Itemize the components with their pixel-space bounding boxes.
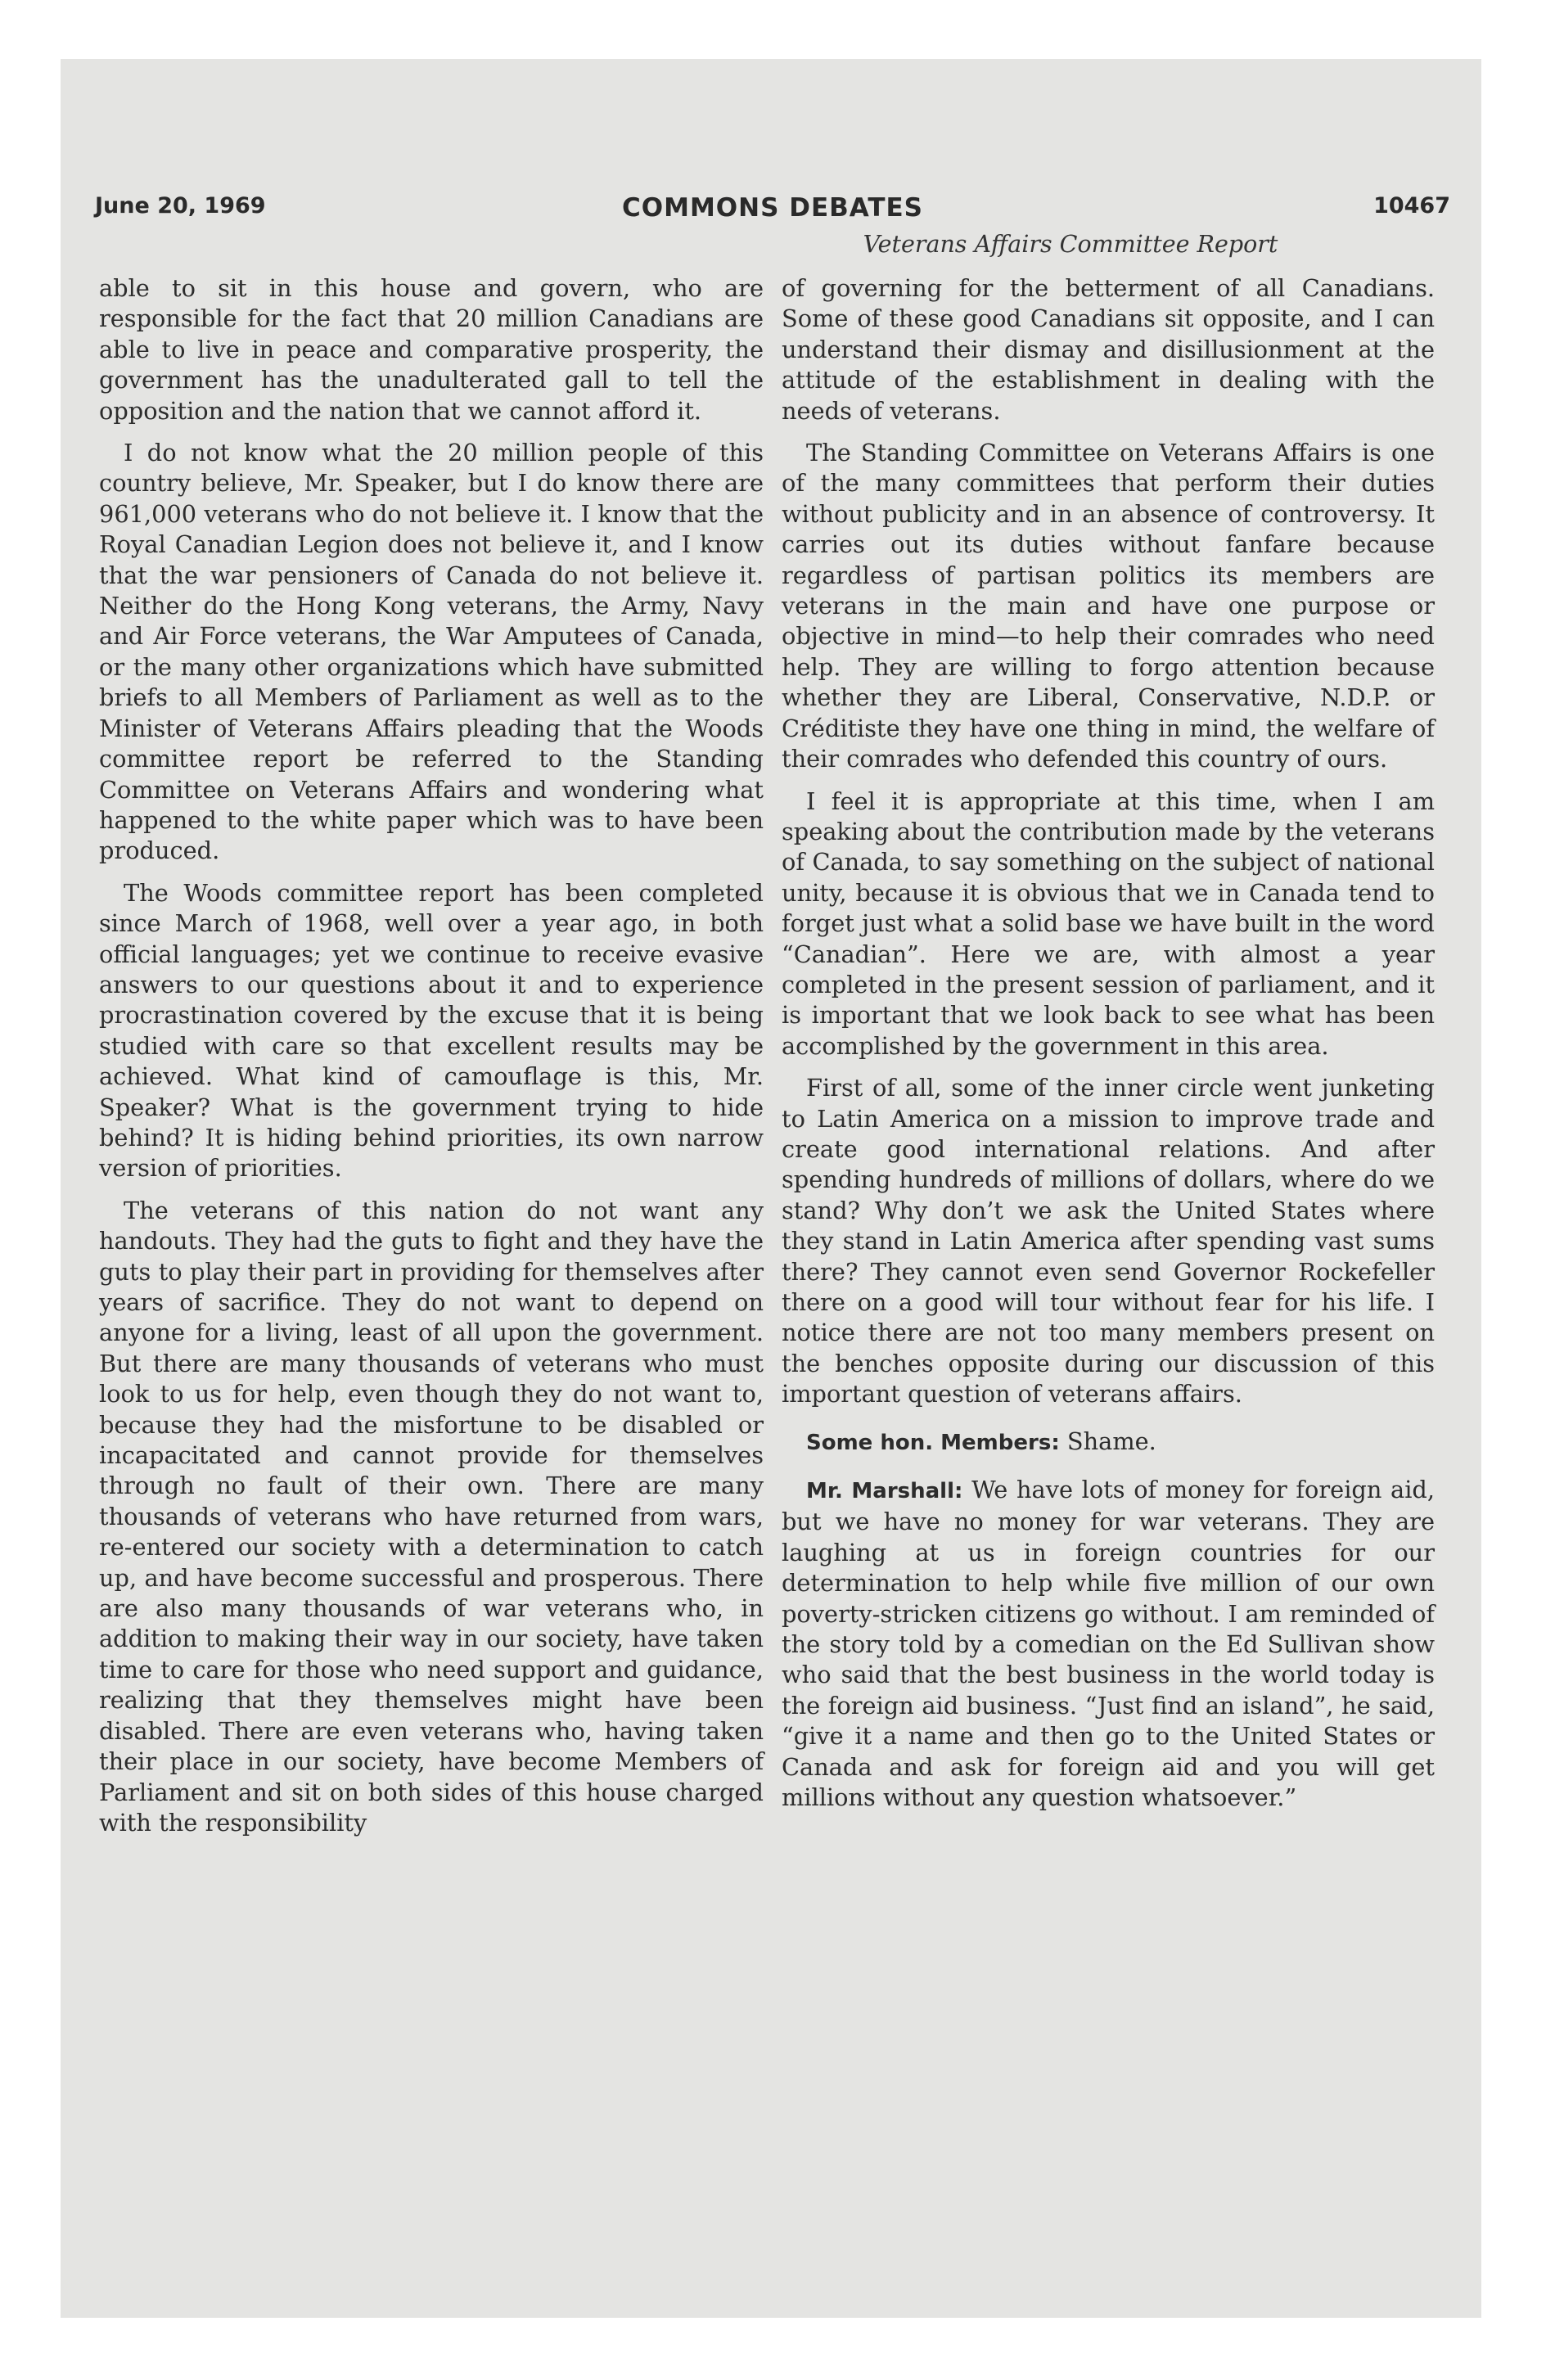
speech-text: Shame. — [1066, 1427, 1156, 1455]
speech-text: We have lots of money for foreign aid, but we have no money for war veterans. They are laughing at us in foreign countries for our determination to help while five million of our own poverty-stricken citizens go without. I am reminded of the story told by a comedian on the Ed Sullivan show who said that the best business in the world today is the foreign aid business. “Just find an island”, he said, “give it a name and then go to the United States or Canada and ask for foreign aid and you will get millions without any question whatsoever.” — [782, 1476, 1435, 1812]
paragraph: I feel it is appropriate at this time, when I am speaking about the contribution made by the veterans of Canada, to say something on the subject of national unity, because it is obvious that we in Canada tend to forget just what a solid base we have built in the word “Canadian”. Here we are, with almost a year completed in the present session of parliament, and it is important that we look back to see what has been accomplished by the government in this area. — [782, 787, 1435, 1060]
header-page-number: 10467 — [1373, 193, 1450, 219]
header-title: COMMONS DEBATES — [622, 193, 923, 223]
paragraph: I do not know what the 20 million people of this country believe, Mr. Speaker, but I do know there are 961,000 veterans who do not believe it. I know that the Royal Canadian Legion does not believe it, and I know that the war pensioners of Canada do not believe it. Neither do the Hong Kong veterans, the Army, Navy and Air Force veterans, the War Amputees of Canada, or the many other organizations which have submitted briefs to all Members of Parliament as well as to the Minister of Veterans Affairs pleading that the Woods committee report be referred to the Standing Committee on Veterans Affairs and wondering what happened to the white paper which was to have been produced. — [99, 439, 764, 865]
paragraph: First of all, some of the inner circle went junketing to Latin America on a mission to improve trade and create good international relations. And after spending hundreds of millions of dollars, where do we stand? Why don’t we ask the United States where they stand in Latin America after spending vast sums there? They cannot even send Governor Rockefeller there on a good will tour without fear for his life. I notice there are not too many members present on the benches opposite during our discussion of this important question of veterans affairs. — [782, 1074, 1435, 1409]
paragraph: of governing for the betterment of all Canadians. Some of these good Canadians sit opposite, and I can understand their dismay and disillusionment at the attitude of the establishment in dealing with the needs of veterans. — [782, 274, 1435, 425]
right-column — [782, 273, 1435, 1825]
paragraph: able to sit in this house and govern, who are responsible for the fact that 20 million Canadians are able to live in peace and comparative prosperity, the government has the unadulterated gall to tell the opposition and the nation that we cannot afford it. — [99, 274, 764, 425]
left-column — [99, 273, 764, 1850]
speaker-name: Mr. Marshall: — [806, 1479, 963, 1504]
section-subheading: Veterans Affairs Committee Report — [863, 231, 1278, 258]
interjection — [782, 1427, 1435, 1458]
speech — [782, 1475, 1435, 1813]
paragraph: The Standing Committee on Veterans Affairs is one of the many committees that perform their duties without publicity and in an absence of controversy. It carries out its duties without fanfare because regardless of partisan politics its members are veterans in the main and have one purpose or objective in mind—to help their comrades who need help. They are willing to forgo attention because whether they are Liberal, Conservative, N.D.P. or Créditiste they have one thing in mind, the welfare of their comrades who defended this country of ours. — [782, 439, 1435, 773]
paragraph: The veterans of this nation do not want any handouts. They had the guts to fight and they have the guts to play their part in providing for themselves after years of sacrifice. They do not want to depend on anyone for a living, least of all upon the government. But there are many thousands of veterans who must look to us for help, even though they do not want to, because they had the misfortune to be disabled or incapacitated and cannot provide for themselves through no fault of their own. There are many thousands of veterans who have returned from wars, re-entered our society with a determination to catch up, and have become successful and prosperous. There are also many thousands of war veterans who, in addition to making their way in our society, have taken time to care for those who need support and guidance, realizing that they themselves might have been disabled. There are even veterans who, having taken their place in our society, have become Members of Parliament and sit on both sides of this house charged with the responsibility — [99, 1196, 764, 1837]
paragraph: The Woods committee report has been completed since March of 1968, well over a year ago, in both official languages; yet we continue to receive evasive answers to our questions about it and to experience procrastination covered by the excuse that it is being studied with care so that excellent results may be achieved. What kind of camouflage is this, Mr. Speaker? What is the government trying to hide behind? It is hiding behind priorities, its own narrow version of priorities. — [99, 878, 764, 1183]
page-header — [95, 193, 1450, 229]
header-date: June 20, 1969 — [95, 193, 266, 219]
speaker-name: Some hon. Members: — [806, 1430, 1060, 1455]
